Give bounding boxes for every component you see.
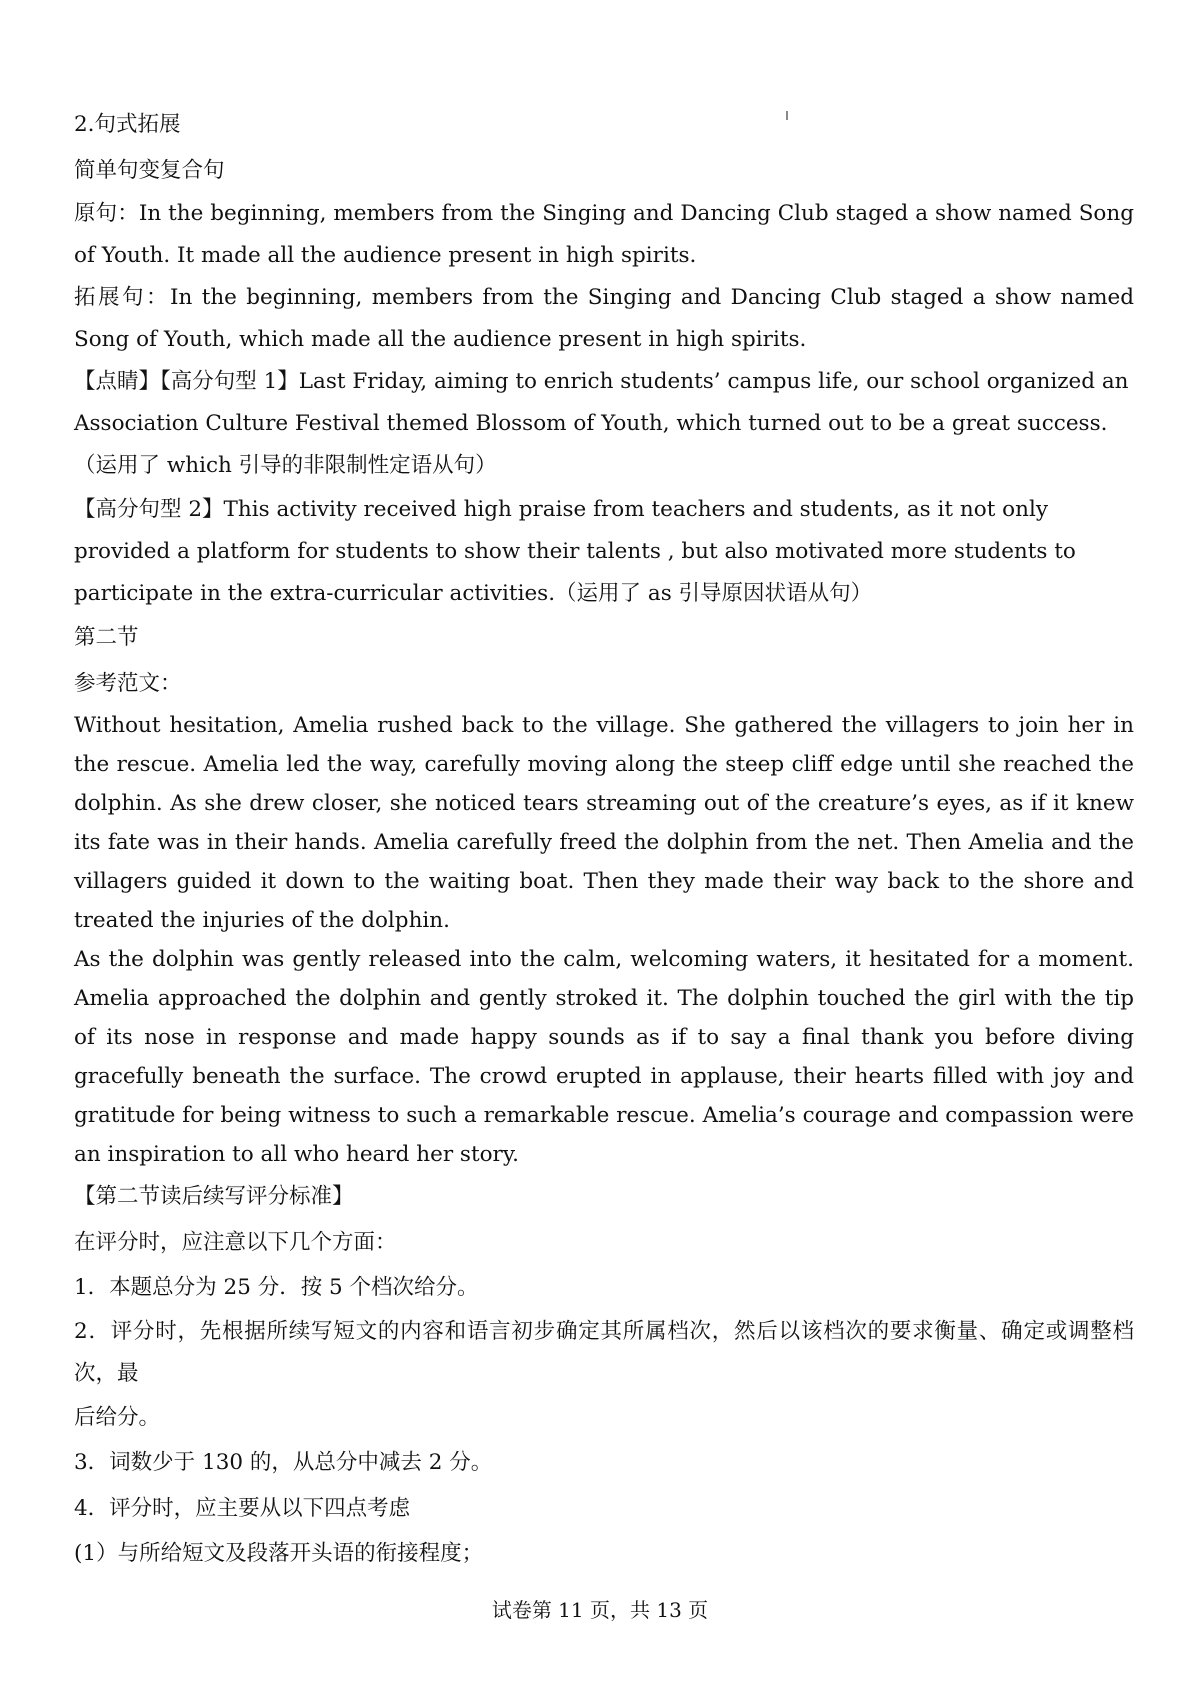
extended-sentence: [74, 277, 1134, 361]
subheading: 简单句变复合句: [74, 157, 225, 183]
tip-2-label: 【高分句型 2】: [74, 497, 224, 522]
section-heading: 2.句式拓展: [74, 112, 181, 137]
page-content: [74, 102, 1134, 1577]
criteria-item-4-1: (1）与所给短文及段落开头语的衔接程度；: [74, 1541, 484, 1566]
section-two-heading: 第二节: [74, 625, 139, 650]
tip-1-label: 【点睛】【高分句型 1】: [74, 369, 299, 394]
criteria-item-1: 1．本题总分为 25 分．按 5 个档次给分。: [74, 1275, 479, 1300]
criteria-item-2: 2．评分时，先根据所续写短文的内容和语言初步确定其所属档次，然后以该档次的要求衡量、确定或调整档次，最: [74, 1318, 1134, 1386]
original-label: 原句：: [74, 201, 139, 226]
tip-2: [74, 489, 1134, 615]
tip-1-text: Last Friday, aiming to enrich students’ campus life, our school organized an Association Culture Festival themed Blossom of Youth, which turned out to be a great success.（运用了 which 引导的非限制性定语从句）: [74, 369, 1129, 478]
criteria-item-3: 3．词数少于 130 的，从总分中减去 2 分。: [74, 1450, 493, 1475]
extended-label: 拓展句：: [74, 285, 171, 310]
criteria-title: 【第二节读后续写评分标准】: [74, 1184, 354, 1209]
sample-paragraph-1: Without hesitation, Amelia rushed back to the village. She gathered the villagers to join her in the rescue. Amelia led the way, carefully moving along the steep cliff edge until she reached the dolphin. As she drew closer, she noticed tears streaming out of the creature’s eyes, as if it knew its fate was in their hands. Amelia carefully freed the dolphin from the net. Then Amelia and the villagers guided it down to the waiting boat. Then they made their way back to the shore and treated the injuries of the dolphin.: [74, 713, 1134, 933]
page-footer: 试卷第 11 页，共 13 页: [491, 1598, 709, 1622]
original-sentence: [74, 193, 1134, 277]
original-text: In the beginning, members from the Singing and Dancing Club staged a show named Song of Youth. It made all the audience present in high spirits.: [74, 201, 1134, 268]
criteria-intro: 在评分时，应注意以下几个方面：: [74, 1229, 397, 1255]
sample-paragraph-2: As the dolphin was gently released into the calm, welcoming waters, it hesitated for a moment. Amelia approached the dolphin and gently stroked it. The dolphin touched the girl with the tip of its nose in response and made happy sounds as if to say a final thank you before diving gracefully beneath the surface. The crowd erupted in applause, their hearts filled with joy and gratitude for being witness to such a remarkable rescue. Amelia’s courage and compassion were an inspiration to all who heard her story.: [74, 947, 1134, 1167]
tip-2-text: This activity received high praise from teachers and students, as it not only provided a platform for students to show their talents , but also motivated more students to participate in the extra-curricular activities.（运用了 as 引导原因状语从句）: [74, 497, 1076, 606]
criteria-item-2-continued: 后给分。: [74, 1404, 161, 1430]
extended-text: In the beginning, members from the Singing and Dancing Club staged a show named Song of Youth, which made all the audience present in high spirits.: [74, 285, 1134, 352]
tip-1: [74, 361, 1134, 487]
criteria-item-4: 4．评分时，应主要从以下四点考虑: [74, 1495, 411, 1521]
sample-label: 参考范文：: [74, 670, 182, 696]
